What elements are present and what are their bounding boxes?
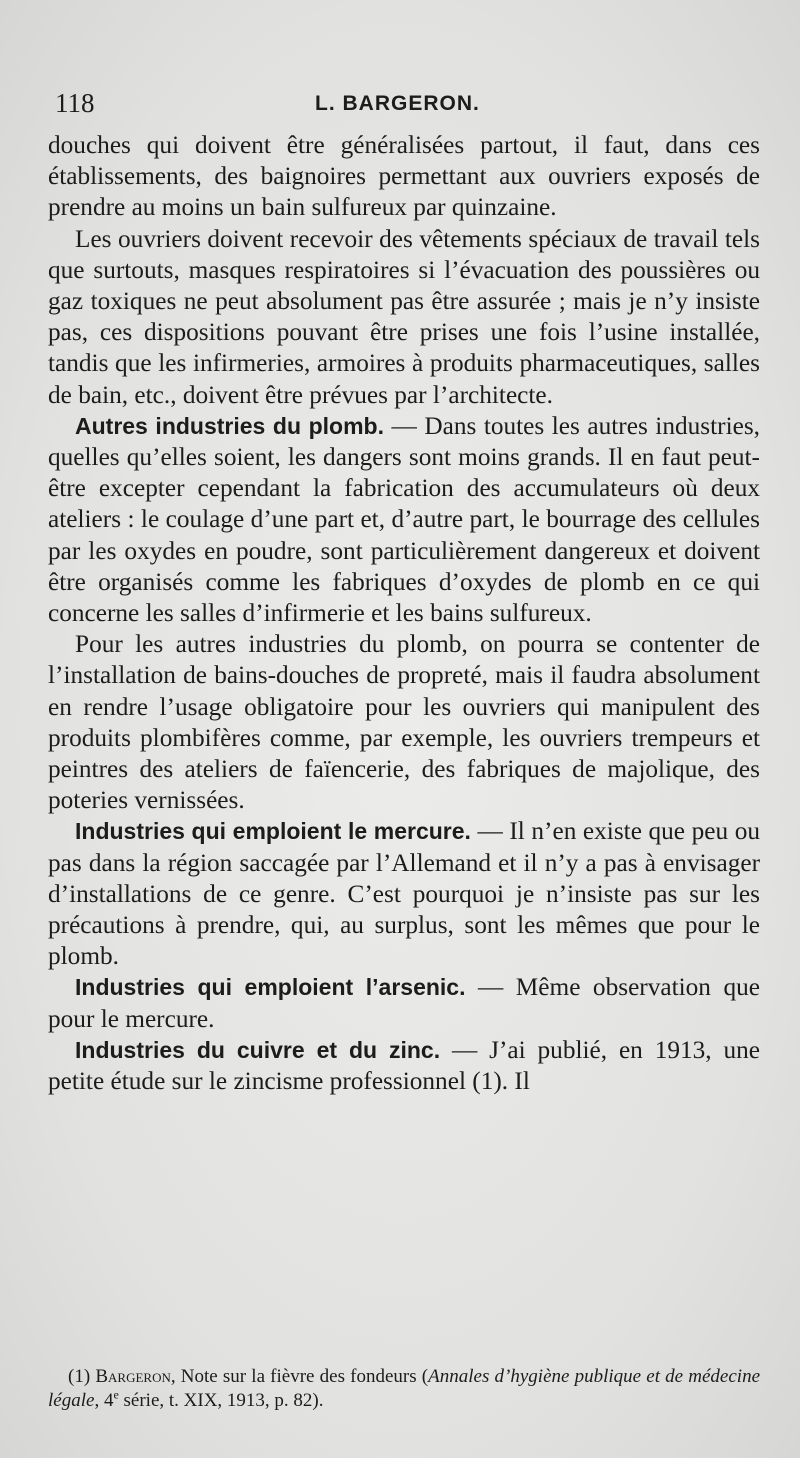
section-paragraph (48, 1035, 760, 1097)
footnote-text: , 4 (94, 1390, 114, 1411)
section-text: — Même observation que pour le mercure. (48, 973, 760, 1033)
footnote-author: Bargeron (95, 1366, 171, 1387)
paragraph: douches qui doivent être généralisées partout, il faut, dans ces établissements, des baignoires permettant aux ouvriers exposés de prendre au moins un bain sulfureux par quinzaine. (48, 131, 760, 222)
paragraph: Les ouvriers doivent recevoir des vêtements spéciaux de travail tels que surtouts, masques respiratoires si l’évacuation des poussières ou gaz toxiques ne peut absolument pas être assurée ; mais je n’y insiste pas, ces dispositions pouvant être prises une fois l’usine installée, tandis que les infirmeries, armoires à produits pharmaceutiques, salles de bain, etc., doivent être prévues par l’architecte. (48, 224, 760, 409)
footnote-text: série, t. XIX, 1913, p. 82). (118, 1390, 324, 1411)
section-heading: Industries qui emploient le mercure. (75, 818, 471, 845)
section-heading: Industries qui emploient l’arsenic. (75, 974, 466, 1001)
running-title: L. BARGERON. (315, 92, 480, 115)
footnote (48, 1365, 760, 1413)
body-text (48, 130, 760, 1097)
section-text: — Il n’en existe que peu ou pas dans la région saccagée par l’Allemand et il n’y a pas à envisager d’installations de ce genre. C’est pourquoi je n’insiste pas sur les précautions à prendre, qui, au surplus, sont les mêmes que pour le plomb. (48, 817, 760, 971)
page-number: 118 (55, 88, 95, 118)
section-text: — J’ai publié, en 1913, une petite étude sur le zincisme professionnel (1). Il (48, 1035, 760, 1096)
section-heading: Industries du cuivre et du zinc. (75, 1036, 441, 1063)
section-text: — Dans toutes les autres industries, quelles qu’elles soient, les dangers sont moins grands. Il en faut peut-être excepter cependant la fabrication des accumulateurs où deux ateliers : le coulage d’une part et, d’autre part, le bourrage des cellules par les oxydes en poudre, sont particulièrement dangereux et doivent être organisés comme les fabriques d’oxydes de plomb en ce qui concerne les salles d’infirmerie et les bains sulfureux. (48, 411, 761, 628)
footnote-paragraph (48, 1365, 760, 1413)
section-paragraph (48, 972, 760, 1034)
paragraph: Pour les autres industries du plomb, on pourra se contenter de l’installation de bains-douches de propreté, mais il faudra absolument en rendre l’usage obligatoire pour les ouvriers qui manipulent des produits plombifères comme, par exemple, les ouvriers trempeurs et peintres des ateliers de faïencerie, des fabriques de majolique, des poteries vernissées. (48, 630, 760, 815)
section-paragraph (48, 411, 760, 629)
footnote-sup: e (113, 1387, 119, 1402)
footnote-journal: Annales d’hygiène publique et de médecine légale (48, 1366, 760, 1411)
page-header (55, 88, 755, 122)
footnote-text: , Note sur la fièvre des fondeurs ( (170, 1366, 429, 1387)
footnote-marker: (1) (68, 1366, 91, 1387)
section-heading: Autres industries du plomb. (75, 412, 384, 439)
section-paragraph (48, 816, 760, 972)
